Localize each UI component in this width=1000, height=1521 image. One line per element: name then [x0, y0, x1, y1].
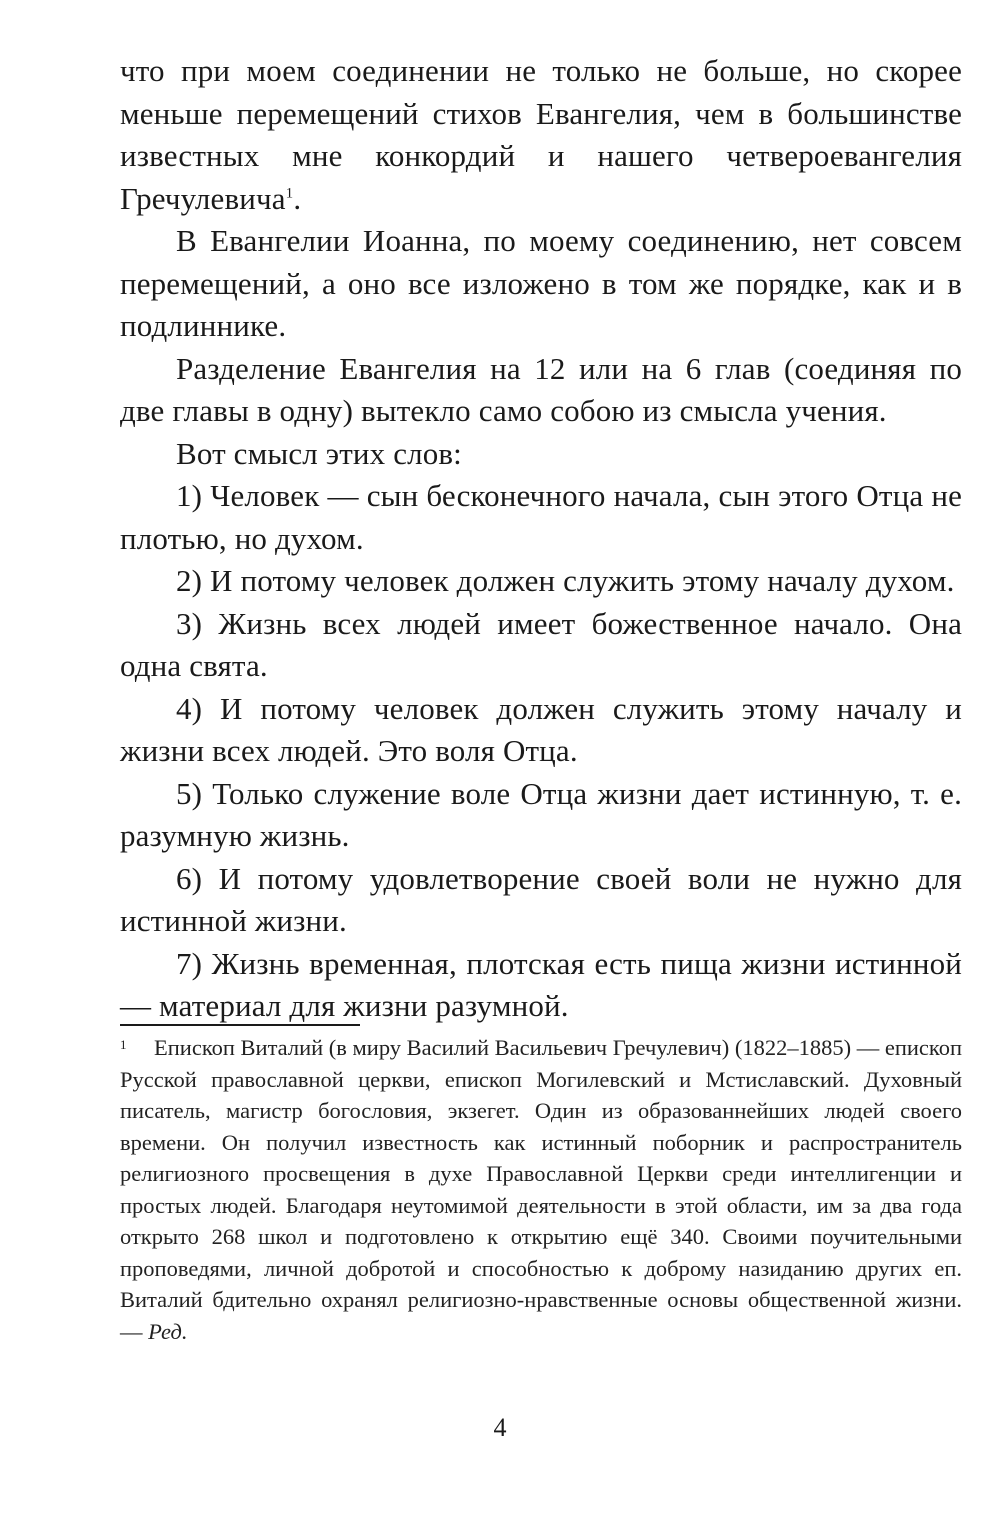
footnote-text: Епископ Виталий (в миру Василий Васильевич Гречулевич) (1822–1885) — епископ Русской православной церкви, епископ Могилевский и Мстиславский. Духовный писатель, магистр богословия, экзегет. Один из образованнейших людей своего времени. Он получил известность как истинный поборник и распространитель религиозного просвещения в духе Православной Церкви среди интеллигенции и простых людей. Благодаря неутомимой деятельности в этой области, им за два года открыто 268 школ и подготовлено к открытию ещё 340. Своими поучительными проповедями, личной добротой и способностью к доброму назиданию других еп. Виталий бдительно охранял религиозно-нравственные основы общественной жизни. —: [120, 1035, 962, 1344]
paragraph-1-end: .: [293, 180, 302, 216]
paragraph-1: [120, 50, 962, 220]
main-text: [120, 50, 962, 1028]
footnote-editor-mark: Ред.: [148, 1318, 188, 1344]
list-item-2: 2) И потому человек должен служить этому началу духом.: [176, 563, 955, 598]
footnote-marker: 1: [120, 1037, 127, 1052]
paragraph-4: Вот смысл этих слов:: [176, 435, 462, 471]
paragraph-3: Разделение Евангелия на 12 или на 6 глав (соединяя по две главы в одну) вытекло само собою из смысла учения.: [120, 350, 962, 428]
list-item-7: 7) Жизнь временная, плотская есть пища жизни истинной — материал для жизни разумной.: [120, 945, 962, 1023]
footnote-reference: 1: [285, 185, 294, 202]
list-item-6: 6) И потому удовлетворение своей воли не нужно для истинной жизни.: [120, 860, 962, 938]
list-item-4: 4) И потому человек должен служить этому началу и жизни всех людей. Это воля Отца.: [120, 690, 962, 768]
page-number: 4: [493, 1413, 507, 1442]
list-item-3: 3) Жизнь всех людей имеет божественное начало. Она одна свята.: [120, 605, 962, 683]
list-item-5: 5) Только служение воле Отца жизни дает истинную, т. е. разумную жизнь.: [120, 775, 962, 853]
list-item-1: 1) Человек — сын бесконечного начала, сын этого Отца не плотью, но духом.: [120, 478, 962, 556]
footnote: [120, 1032, 962, 1347]
footnote-divider: [120, 1024, 360, 1026]
paragraph-1-text: что при моем соединении не только не больше, но скорее меньше перемещений стихов Евангелия, чем в большинстве известных мне конкордий и нашего четвероевангелия Гречулевича: [120, 53, 962, 216]
paragraph-2: В Евангелии Иоанна, по моему соединению, нет совсем перемещений, а оно все изложено в том же порядке, как и в подлиннике.: [120, 223, 962, 343]
